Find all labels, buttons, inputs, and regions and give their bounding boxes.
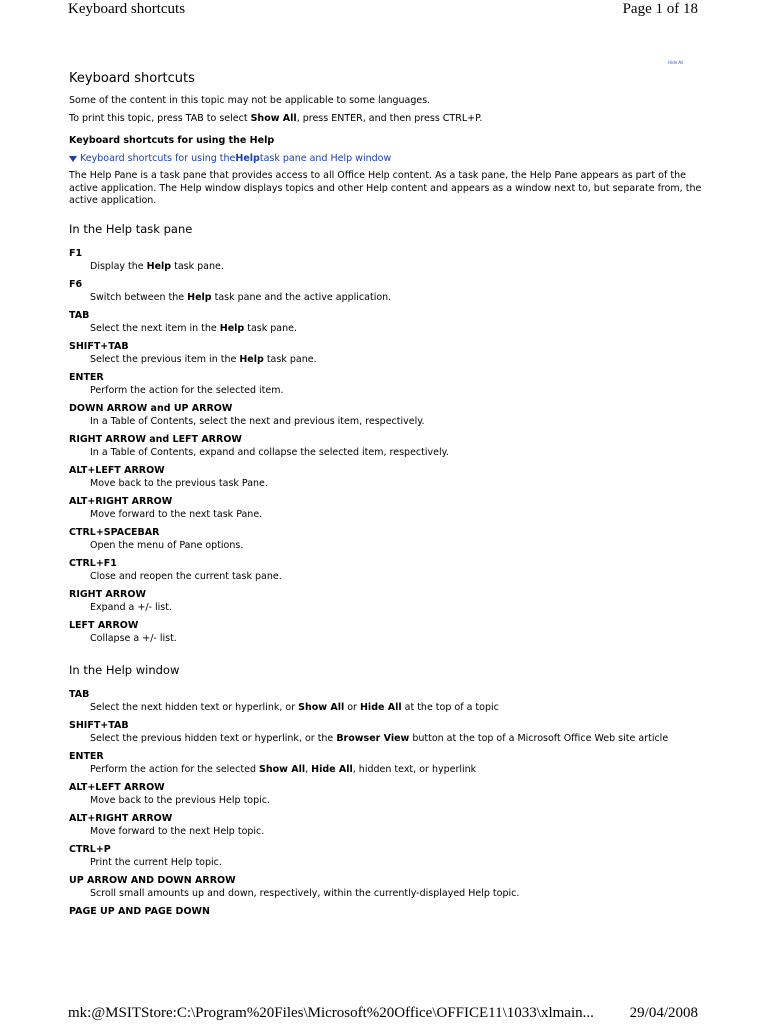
help-window-shortcut-list bbox=[69, 689, 709, 919]
shortcut-action bbox=[69, 888, 709, 901]
expando-bold[interactable]: Help bbox=[235, 153, 260, 164]
action-text: Select the previous item in the bbox=[90, 353, 240, 365]
action-text: task pane and the active application. bbox=[211, 291, 392, 303]
shortcut-entry bbox=[69, 310, 709, 335]
shortcut-entry bbox=[69, 403, 709, 428]
shortcut-key: SHIFT+TAB bbox=[69, 341, 129, 353]
shortcut-key: ENTER bbox=[69, 751, 104, 763]
shortcut-action bbox=[69, 540, 709, 553]
section-label: Keyboard shortcuts for using the Help bbox=[69, 135, 275, 146]
shortcut-entry bbox=[69, 465, 709, 490]
intro-show-all: Show All bbox=[250, 113, 297, 124]
action-text: Close and reopen the current task pane. bbox=[90, 570, 282, 582]
shortcut-key: ALT+RIGHT ARROW bbox=[69, 496, 173, 508]
intro-line-print bbox=[69, 112, 709, 125]
action-ui-term: Hide All bbox=[311, 763, 353, 775]
print-header bbox=[68, 0, 698, 20]
shortcut-action bbox=[69, 764, 709, 777]
shortcut-entry bbox=[69, 782, 709, 807]
action-text: task pane. bbox=[171, 260, 224, 272]
shortcut-key: CTRL+F1 bbox=[69, 558, 117, 570]
shortcut-key: PAGE UP AND PAGE DOWN bbox=[69, 906, 210, 918]
intro-text: To print this topic, press TAB to select bbox=[69, 113, 251, 124]
shortcut-key: ALT+LEFT ARROW bbox=[69, 782, 165, 794]
shortcut-action bbox=[69, 857, 709, 870]
shortcut-action bbox=[69, 292, 709, 305]
shortcut-action bbox=[69, 478, 709, 491]
action-text: Perform the action for the selected item. bbox=[90, 384, 284, 396]
shortcut-entry bbox=[69, 372, 709, 397]
action-ui-term: Help bbox=[239, 353, 264, 365]
intro-line: Some of the content in this topic may not be applicable to some languages. bbox=[69, 95, 431, 106]
shortcut-key: SHIFT+TAB bbox=[69, 720, 129, 732]
shortcut-entry bbox=[69, 496, 709, 521]
shortcut-key: DOWN ARROW and UP ARROW bbox=[69, 403, 233, 415]
action-ui-term: Show All bbox=[298, 701, 345, 713]
shortcut-entry bbox=[69, 689, 709, 714]
shortcut-action bbox=[69, 602, 709, 615]
action-ui-term: Show All bbox=[259, 763, 306, 775]
print-header-title: Keyboard shortcuts bbox=[68, 1, 186, 17]
shortcut-action bbox=[69, 795, 709, 808]
intro-text: , press ENTER, and then press CTRL+P. bbox=[296, 113, 483, 124]
shortcut-key: ALT+RIGHT ARROW bbox=[69, 813, 173, 825]
shortcut-key: CTRL+SPACEBAR bbox=[69, 527, 160, 539]
action-text: , hidden text, or hyperlink bbox=[352, 763, 477, 775]
shortcut-entry bbox=[69, 434, 709, 459]
action-text: Print the current Help topic. bbox=[90, 856, 222, 868]
shortcut-key: RIGHT ARROW bbox=[69, 589, 146, 601]
shortcut-action bbox=[69, 571, 709, 584]
action-text: or bbox=[344, 701, 360, 713]
shortcut-action bbox=[69, 261, 709, 274]
shortcut-key: ALT+LEFT ARROW bbox=[69, 465, 165, 477]
page-title: Keyboard shortcuts bbox=[69, 71, 195, 86]
action-text: Scroll small amounts up and down, respectively, within the currently-displayed Help topic. bbox=[90, 887, 520, 899]
action-text: Switch between the bbox=[90, 291, 188, 303]
action-text: Select the next item in the bbox=[90, 322, 220, 334]
shortcut-key: RIGHT ARROW and LEFT ARROW bbox=[69, 434, 242, 446]
help-window-heading: In the Help window bbox=[69, 663, 180, 678]
action-text: task pane. bbox=[244, 322, 298, 334]
shortcut-entry bbox=[69, 844, 709, 869]
shortcut-key: UP ARROW AND DOWN ARROW bbox=[69, 875, 236, 887]
expando-link[interactable] bbox=[69, 152, 709, 165]
action-text: Move back to the previous Help topic. bbox=[90, 794, 271, 806]
shortcut-action bbox=[69, 509, 709, 522]
shortcut-action bbox=[69, 323, 709, 336]
footer-date: 29/04/2008 bbox=[629, 1005, 698, 1021]
action-ui-term: Help bbox=[146, 260, 172, 272]
shortcut-entry bbox=[69, 813, 709, 838]
shortcut-action bbox=[69, 633, 709, 646]
shortcut-key: F6 bbox=[69, 279, 83, 291]
task-pane-shortcut-list bbox=[69, 248, 709, 645]
shortcut-entry bbox=[69, 589, 709, 614]
action-text: at the top of a topic bbox=[401, 701, 499, 713]
hide-all-link[interactable]: Hide All bbox=[668, 60, 684, 65]
expando-text[interactable]: Keyboard shortcuts for using the bbox=[80, 153, 236, 164]
help-topic-content bbox=[69, 70, 709, 925]
action-text: Expand a +/- list. bbox=[90, 601, 172, 613]
shortcut-entry bbox=[69, 875, 709, 900]
action-text: Move forward to the next task Pane. bbox=[90, 508, 263, 520]
action-text: Open the menu of Pane options. bbox=[90, 539, 244, 551]
action-text: Collapse a +/- list. bbox=[90, 632, 177, 644]
action-ui-term: Help bbox=[187, 291, 212, 303]
shortcut-action bbox=[69, 733, 709, 746]
shortcut-entry bbox=[69, 558, 709, 583]
action-text: Display the bbox=[90, 260, 147, 272]
shortcut-action bbox=[69, 702, 709, 715]
action-text: Move forward to the next Help topic. bbox=[90, 825, 265, 837]
shortcut-entry bbox=[69, 620, 709, 645]
shortcut-entry bbox=[69, 720, 709, 745]
action-text: Select the previous hidden text or hyperlink, or the bbox=[90, 732, 337, 744]
shortcut-key: TAB bbox=[69, 310, 90, 322]
action-ui-term: Hide All bbox=[359, 701, 402, 713]
shortcut-key: TAB bbox=[69, 689, 90, 701]
shortcut-entry bbox=[69, 279, 709, 304]
shortcut-key: LEFT ARROW bbox=[69, 620, 139, 632]
action-text: In a Table of Contents, select the next and previous item, respectively. bbox=[90, 415, 425, 427]
footer-path: mk:@MSITStore:C:\Program%20Files\Microsoft%20Office\OFFICE11\1033\xlmain... bbox=[68, 1005, 594, 1021]
expando-text[interactable]: task pane and Help window bbox=[259, 153, 392, 164]
shortcut-key: F1 bbox=[69, 248, 83, 260]
action-text: Move back to the previous task Pane. bbox=[90, 477, 268, 489]
shortcut-entry bbox=[69, 341, 709, 366]
task-pane-heading: In the Help task pane bbox=[69, 222, 193, 237]
description: The Help Pane is a task pane that provides access to all Office Help content. As a task pane, the Help Pane appears as part of the active application. The Help window displays topics and other Help content and appears as a window next to, but separate from, the active application. bbox=[69, 170, 702, 207]
shortcut-entry bbox=[69, 248, 709, 273]
shortcut-key: CTRL+P bbox=[69, 844, 111, 856]
action-ui-term: Help bbox=[219, 322, 245, 334]
shortcut-key: ENTER bbox=[69, 372, 104, 384]
action-text: In a Table of Contents, expand and collapse the selected item, respectively. bbox=[90, 446, 449, 458]
action-text: Select the next hidden text or hyperlink, or bbox=[90, 701, 299, 713]
shortcut-entry bbox=[69, 751, 709, 776]
shortcut-action bbox=[69, 416, 709, 429]
shortcut-action bbox=[69, 826, 709, 839]
action-text: button at the top of a Microsoft Office Web site article bbox=[409, 732, 669, 744]
action-text: Perform the action for the selected bbox=[90, 763, 259, 775]
shortcut-entry bbox=[69, 906, 709, 919]
shortcut-entry bbox=[69, 527, 709, 552]
print-footer bbox=[68, 1004, 698, 1024]
shortcut-action bbox=[69, 447, 709, 460]
shortcut-action bbox=[69, 354, 709, 367]
action-ui-term: Browser View bbox=[336, 732, 410, 744]
page-number: Page 1 of 18 bbox=[622, 1, 698, 17]
expand-triangle-icon[interactable] bbox=[69, 156, 77, 162]
action-text: task pane. bbox=[263, 353, 317, 365]
action-text: , bbox=[305, 763, 312, 775]
shortcut-action bbox=[69, 385, 709, 398]
